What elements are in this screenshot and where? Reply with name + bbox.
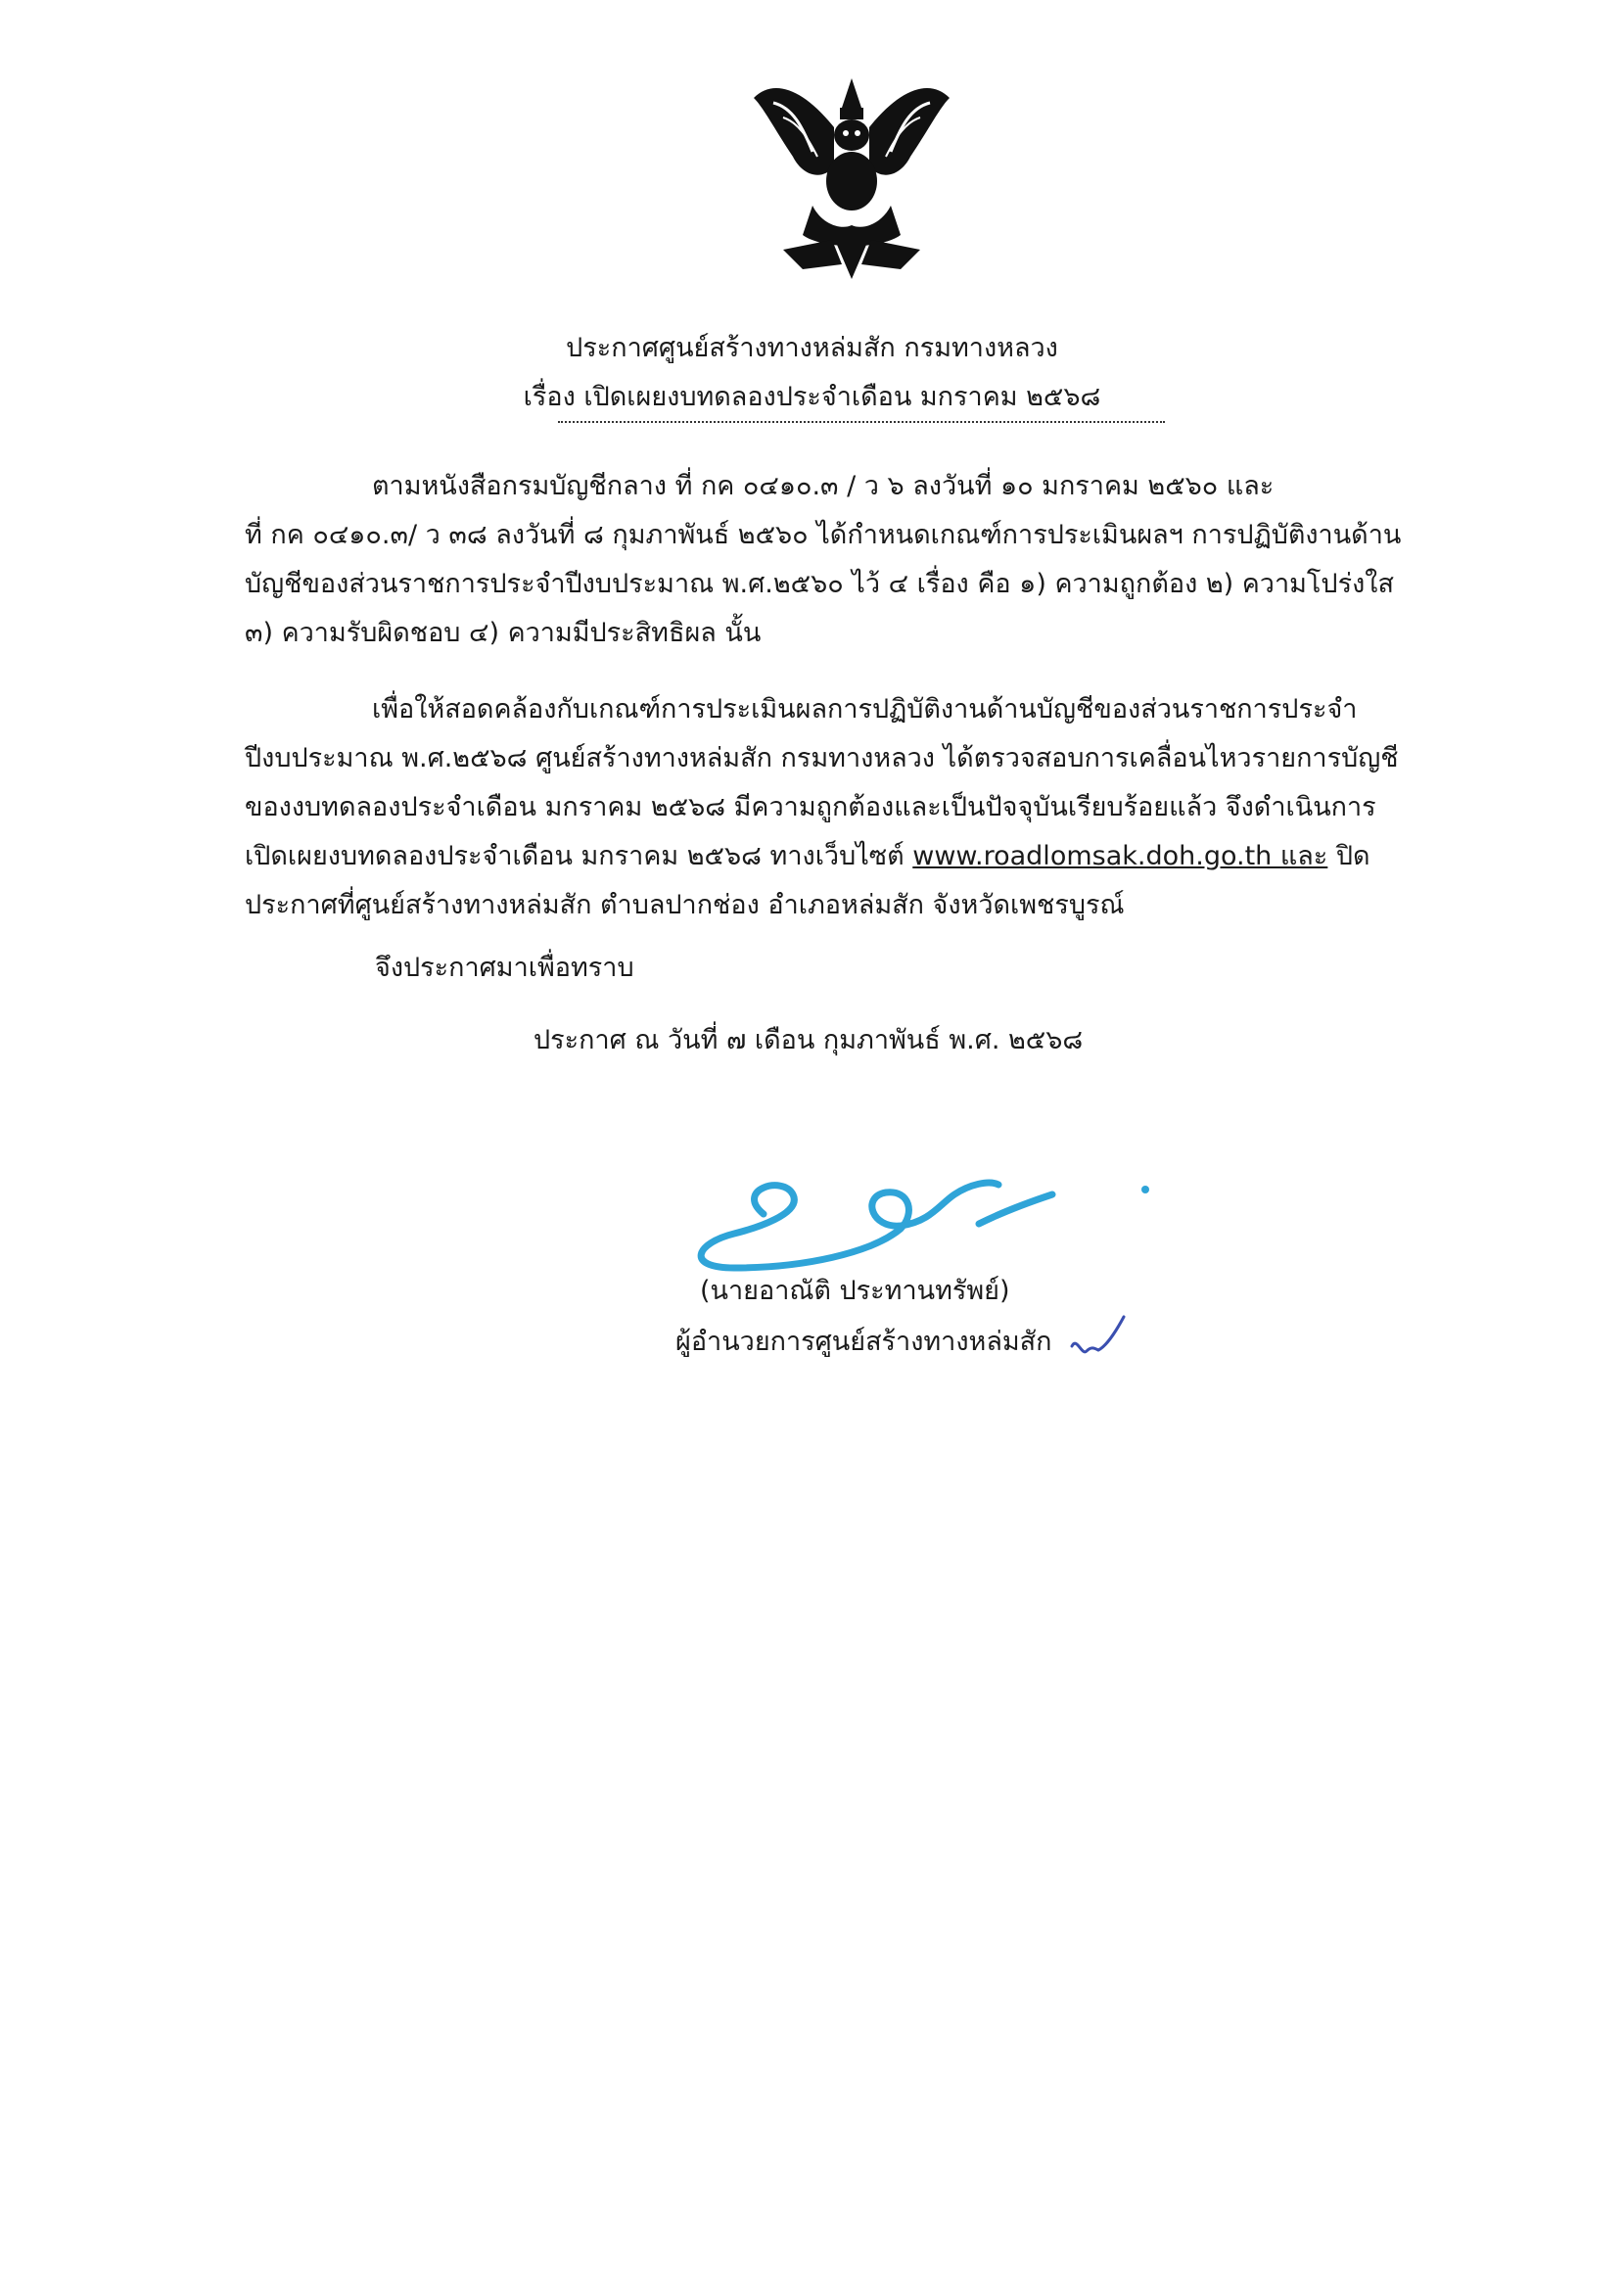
paragraph-line: ตามหนังสือกรมบัญชีกลาง ที่ กค ๐๔๑๐.๓ / ว ๖ ลงวันที่ ๑๐ มกราคม ๒๕๖๐ และ	[372, 471, 1275, 501]
signatory-name: (นายอาณัติ ประทานทรัพย์)	[700, 1276, 1010, 1306]
closing-phrase: จึงประกาศมาเพื่อทราบ	[375, 953, 634, 983]
paragraph-line: บัญชีของส่วนราชการประจำปีงบประมาณ พ.ศ.๒๕๖๐ ไว้ ๔ เรื่อง คือ ๑) ความถูกต้อง ๒) ความโปร่งใส	[245, 569, 1394, 599]
paragraph-line: เพื่อให้สอดคล้องกับเกณฑ์การประเมินผลการปฏิบัติงานด้านบัญชีของส่วนราชการประจำ	[372, 694, 1358, 724]
announcement-title: ประกาศศูนย์สร้างทางหล่มสัก กรมทางหลวง	[566, 333, 1058, 363]
announcement-date: ประกาศ ณ วันที่ ๗ เดือน กุมภาพันธ์ พ.ศ. ๒๕๖๘	[534, 1025, 1084, 1055]
initial-mark-icon	[1067, 1307, 1126, 1366]
paragraph-text: เปิดเผยงบทดลองประจำเดือน มกราคม ๒๕๖๘ ทางเว็บไซต์	[245, 841, 913, 871]
dotted-divider	[558, 421, 1165, 423]
paragraph-disclosure	[245, 685, 1478, 930]
paragraph-line: ประกาศที่ศูนย์สร้างทางหล่มสัก ตำบลปากช่อง อำเภอหล่มสัก จังหวัดเพชรบูรณ์	[245, 890, 1125, 920]
signatory-position: ผู้อำนวยการศูนย์สร้างทางหล่มสัก	[675, 1327, 1052, 1357]
website-link[interactable]: www.roadlomsak.doh.go.th และ	[912, 841, 1328, 871]
paragraph-reference	[245, 462, 1478, 658]
paragraph-line: ของงบทดลองประจำเดือน มกราคม ๒๕๖๘ มีความถูกต้องและเป็นปัจจุบันเรียบร้อยแล้ว จึงดำเนินการ	[245, 792, 1376, 822]
garuda-emblem-icon	[744, 69, 959, 284]
signature-icon	[675, 1136, 1165, 1273]
announcement-subject: เรื่อง เปิดเผยงบทดลองประจำเดือน มกราคม ๒๕๖๘	[523, 382, 1101, 412]
paragraph-text: ปิด	[1327, 841, 1370, 871]
paragraph-line-with-link	[245, 832, 1478, 881]
paragraph-line: ๓) ความรับผิดชอบ ๔) ความมีประสิทธิผล นั้น	[245, 618, 762, 648]
paragraph-line: ที่ กค ๐๔๑๐.๓/ ว ๓๘ ลงวันที่ ๘ กุมภาพันธ์ ๒๕๖๐ ได้กำหนดเกณฑ์การประเมินผลฯ การปฏิบัติงานด้าน	[245, 520, 1402, 550]
paragraph-line: ปีงบประมาณ พ.ศ.๒๕๖๘ ศูนย์สร้างทางหล่มสัก กรมทางหลวง ได้ตรวจสอบการเคลื่อนไหวรายการบัญชี	[245, 743, 1399, 773]
